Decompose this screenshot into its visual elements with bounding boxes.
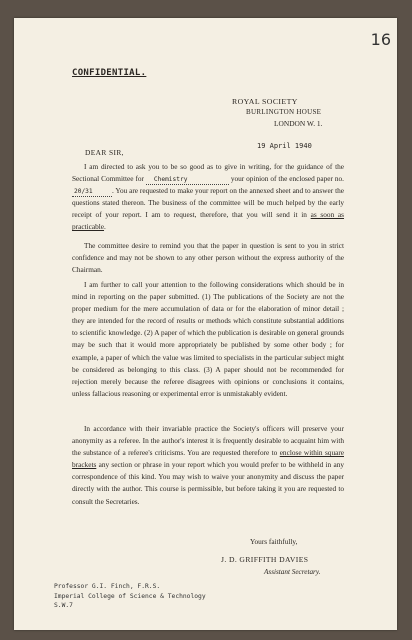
letterhead-address (232, 96, 322, 129)
para1-text-2: your opinion of the enclosed paper no. (230, 174, 344, 184)
paragraph-request (72, 161, 344, 234)
para4-text-2: any section or phrase in your report which you would prefer to be withheld in any correspondence of this kind. You may wish to waive your anonymity and discuss the paper directly with the author. This course is permissible, but before taking it you are requested to consult the Secretaries. (72, 460, 344, 506)
paragraph-confidence: The committee desire to remind you that the paper in question is sent to you in strict confidence and may not be shown to any other person without the express authority of the Chairman. (72, 241, 344, 275)
underlined-deadline: as soon as practicable (72, 210, 345, 232)
address-line-3: LONDON W. 1. (274, 119, 323, 128)
address-line-2: BURLINGTON HOUSE (246, 108, 322, 116)
para1-text-1: I am directed to ask you to be so good as to give in writing, for the guidance of the Sectional Committee for (72, 162, 344, 184)
paper-number: 20/31 (72, 187, 112, 197)
para4-text-1: In accordance with their invariable practice the Society's officers will preserve your anonymity as a referee. In the author's interest it is frequently desirable to acquaint him with the substance of a referee's criticisms. You are requested therefore to (72, 424, 344, 458)
addressee-line-1: Professor G.I. Finch, F.R.S. (54, 583, 161, 590)
address-line-1: ROYAL SOCIETY (232, 97, 298, 106)
closing: Yours faithfully, (250, 537, 298, 546)
signatory-title: Assistant Secretary. (264, 568, 321, 576)
para1-text-3: . You are requested to make your report on the annexed sheet and to answer the questions stated thereon. The business of the committee will be much helped by the early receipt of your report. I am to request, therefore, that you will send it in (72, 186, 344, 220)
addressee-line-3: S.W.7 (54, 602, 73, 609)
salutation: DEAR SIR, (85, 148, 124, 157)
letter-sheet (14, 18, 397, 630)
signatory-name: J. D. GRIFFITH DAVIES (221, 555, 309, 564)
para1-end: . (104, 222, 106, 232)
committee-subject: Chemistry (146, 175, 229, 185)
letter-date: 19 April 1940 (257, 142, 312, 150)
addressee-block (54, 582, 206, 611)
folio-number: 16 (370, 30, 391, 49)
paragraph-anonymity (72, 423, 344, 508)
paragraph-considerations: I am further to call your attention to the following considerations which should be in mind in reporting on the paper submitted. (1) The publications of the Society are not the proper medium for the mere accumulation of data or for the elaboration of minor detail ; they are intended for the record of results or methods which constitute substantial additions to scientific knowledge. (2) A paper of which the publication is desirable on general grounds may be such that it would more appropriately be published by some other body ; for example, a paper of which the value was limited to specialists in the particular subject might be considered as belonging to this class. (3) A paper should not be recommended for rejection merely because the referee disagrees with opinions or conclusions it contains, unless fallacious reasoning or experimental error is unmistakably evident. (72, 280, 344, 398)
confidential-heading: CONFIDENTIAL. (72, 68, 147, 78)
addressee-line-2: Imperial College of Science & Technology (54, 592, 206, 600)
underlined-brackets: enclose within square brackets (72, 448, 344, 470)
